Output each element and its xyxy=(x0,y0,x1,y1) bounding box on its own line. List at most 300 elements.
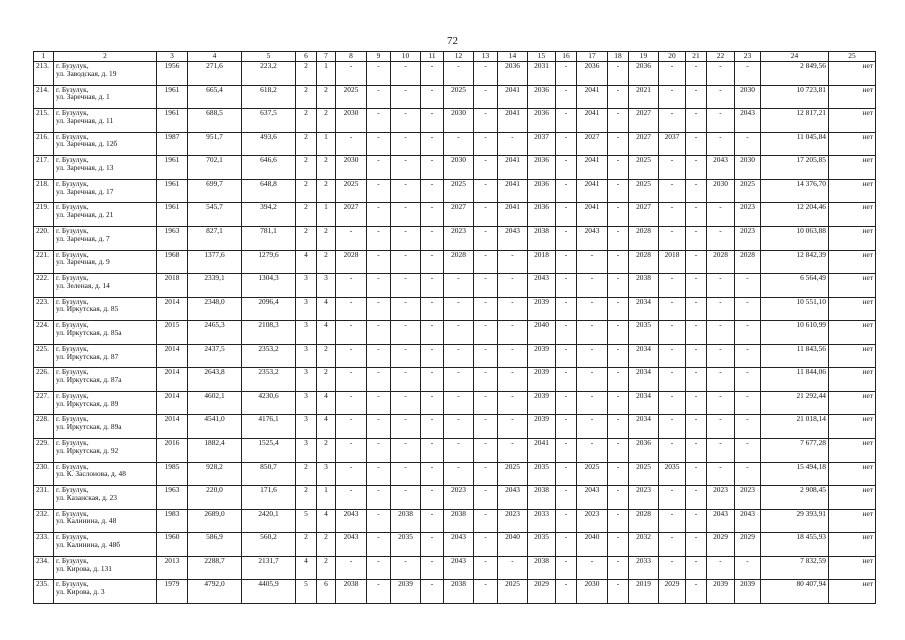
data-cell-c23: 2039 xyxy=(735,580,761,604)
table-row xyxy=(34,203,876,227)
table-row xyxy=(34,415,876,439)
address-city: г. Бузулук, xyxy=(56,320,89,330)
flag-cell: нет xyxy=(829,368,876,392)
data-cell-c16: - xyxy=(556,109,577,133)
address-street: ул. Иркутская, д. 89 xyxy=(56,398,119,408)
data-cell-c10: - xyxy=(391,439,421,463)
column-number: 1 xyxy=(34,52,54,62)
data-cell-c10: - xyxy=(391,132,421,156)
data-cell-c7: 2 xyxy=(317,368,336,392)
data-cell-c11: - xyxy=(421,486,444,510)
address-street: ул. Заречная, д. 11 xyxy=(56,115,114,125)
address-city: г. Бузулук, xyxy=(56,556,89,565)
data-cell-c21: - xyxy=(686,132,707,156)
data-cell-a1: 4541,0 xyxy=(188,415,242,439)
data-cell-a2: 1525,4 xyxy=(242,439,296,463)
data-cell-c15: 2036 xyxy=(528,179,556,203)
data-cell-c7: 4 xyxy=(317,391,336,415)
column-number: 6 xyxy=(296,52,317,62)
data-cell-c8: - xyxy=(336,391,367,415)
data-cell-c23: 2030 xyxy=(735,85,761,109)
data-cell-c7: 4 xyxy=(317,297,336,321)
table-row xyxy=(34,344,876,368)
data-cell-c17: - xyxy=(577,297,608,321)
data-cell-c11: - xyxy=(421,344,444,368)
data-cell-a1: 928,2 xyxy=(188,462,242,486)
cost-cell: 7 832,59 xyxy=(761,556,829,580)
data-cell-c10: - xyxy=(391,391,421,415)
data-cell-c15: 2031 xyxy=(528,62,556,86)
address-street: ул. К. Заслонова, д. 48 xyxy=(56,469,126,479)
data-cell-c13: - xyxy=(474,250,498,274)
address-city: г. Бузулук, xyxy=(56,344,89,353)
data-cell-c19: 2034 xyxy=(629,297,659,321)
data-cell-c19: 2027 xyxy=(629,132,659,156)
address-street: ул. Кирова, д. 3 xyxy=(56,587,105,597)
data-cell-c21: - xyxy=(686,250,707,274)
data-cell-c16: - xyxy=(556,226,577,250)
data-cell-c22: 2043 xyxy=(707,509,735,533)
data-cell-c20: - xyxy=(659,556,686,580)
address-cell xyxy=(54,156,157,180)
data-cell-c20: - xyxy=(659,415,686,439)
row-number: 222. xyxy=(34,274,54,298)
data-cell-c8: 2043 xyxy=(336,509,367,533)
data-cell-c12: - xyxy=(444,344,474,368)
data-cell-c16: - xyxy=(556,321,577,345)
data-cell-a1: 688,5 xyxy=(188,109,242,133)
data-cell-a1: 2437,5 xyxy=(188,344,242,368)
data-cell-c10: - xyxy=(391,321,421,345)
data-cell-c11: - xyxy=(421,85,444,109)
data-cell-year: 2016 xyxy=(157,439,188,463)
data-cell-c15: 2036 xyxy=(528,156,556,180)
data-cell-c16: - xyxy=(556,85,577,109)
data-cell-c10: - xyxy=(391,250,421,274)
data-cell-c17: 2041 xyxy=(577,85,608,109)
flag-cell: нет xyxy=(829,439,876,463)
data-cell-c15: 2039 xyxy=(528,368,556,392)
address-city: г. Бузулук, xyxy=(56,297,89,306)
data-cell-c22: - xyxy=(707,226,735,250)
row-number: 223. xyxy=(34,297,54,321)
column-number: 9 xyxy=(367,52,391,62)
column-number: 17 xyxy=(577,52,608,62)
cost-cell: 10 551,10 xyxy=(761,297,829,321)
data-cell-c11: - xyxy=(421,439,444,463)
address-city: г. Бузулук, xyxy=(56,155,89,165)
data-cell-c8: 2025 xyxy=(336,85,367,109)
data-cell-c11: - xyxy=(421,580,444,604)
data-cell-c18: - xyxy=(608,556,629,580)
data-cell-c17: 2041 xyxy=(577,156,608,180)
data-cell-c18: - xyxy=(608,486,629,510)
data-cell-c16: - xyxy=(556,179,577,203)
data-cell-c21: - xyxy=(686,226,707,250)
address-city: г. Бузулук, xyxy=(56,579,89,589)
data-cell-year: 1963 xyxy=(157,486,188,510)
data-cell-c23: - xyxy=(735,439,761,463)
data-cell-c18: - xyxy=(608,226,629,250)
data-cell-c6: 2 xyxy=(296,156,317,180)
data-cell-c7: 2 xyxy=(317,250,336,274)
data-cell-c8: 2043 xyxy=(336,533,367,557)
data-cell-c9: - xyxy=(367,486,391,510)
data-cell-c21: - xyxy=(686,85,707,109)
data-cell-a2: 2353,2 xyxy=(242,368,296,392)
address-cell xyxy=(54,368,157,392)
data-cell-c15: 2041 xyxy=(528,439,556,463)
address-cell xyxy=(54,85,157,109)
address-cell xyxy=(54,415,157,439)
data-cell-a2: 2108,3 xyxy=(242,321,296,345)
data-cell-c9: - xyxy=(367,556,391,580)
data-cell-c14: 2041 xyxy=(498,203,528,227)
data-cell-c15: 2039 xyxy=(528,344,556,368)
row-number: 214. xyxy=(34,85,54,109)
data-cell-c23: 2043 xyxy=(735,109,761,133)
page-number: 72 xyxy=(447,35,458,47)
data-cell-c21: - xyxy=(686,321,707,345)
data-cell-c19: 2025 xyxy=(629,179,659,203)
data-cell-c9: - xyxy=(367,274,391,298)
data-cell-c6: 3 xyxy=(296,321,317,345)
data-cell-c11: - xyxy=(421,368,444,392)
row-number: 225. xyxy=(34,344,54,368)
data-cell-c11: - xyxy=(421,509,444,533)
data-cell-c14: - xyxy=(498,321,528,345)
data-cell-c17: - xyxy=(577,321,608,345)
data-cell-year: 1963 xyxy=(157,226,188,250)
data-cell-c22: 2029 xyxy=(707,533,735,557)
cost-cell: 11 045,84 xyxy=(761,132,829,156)
data-cell-c7: 2 xyxy=(317,179,336,203)
table-row xyxy=(34,462,876,486)
data-cell-c13: - xyxy=(474,274,498,298)
data-cell-c13: - xyxy=(474,580,498,604)
data-cell-c16: - xyxy=(556,509,577,533)
data-cell-a2: 1279,6 xyxy=(242,250,296,274)
data-cell-c13: - xyxy=(474,109,498,133)
data-cell-c21: - xyxy=(686,439,707,463)
data-cell-c12: - xyxy=(444,462,474,486)
row-number: 227. xyxy=(34,391,54,415)
flag-cell: нет xyxy=(829,580,876,604)
table-row xyxy=(34,132,876,156)
data-cell-c20: - xyxy=(659,533,686,557)
data-cell-c7: 1 xyxy=(317,62,336,86)
address-street: ул. Заречная, д. 9 xyxy=(56,257,110,267)
data-cell-a1: 1882,4 xyxy=(188,439,242,463)
data-cell-c12: 2030 xyxy=(444,109,474,133)
data-cell-c6: 3 xyxy=(296,415,317,439)
data-cell-c20: - xyxy=(659,203,686,227)
data-cell-c15: 2029 xyxy=(528,580,556,604)
data-cell-c18: - xyxy=(608,85,629,109)
data-cell-a1: 586,9 xyxy=(188,533,242,557)
table-row xyxy=(34,297,876,321)
data-cell-c17: 2040 xyxy=(577,533,608,557)
address-cell xyxy=(54,439,157,463)
data-cell-c8: - xyxy=(336,368,367,392)
data-cell-c20: - xyxy=(659,109,686,133)
data-cell-c16: - xyxy=(556,344,577,368)
data-cell-c16: - xyxy=(556,297,577,321)
data-cell-c22: - xyxy=(707,297,735,321)
data-cell-c19: 2033 xyxy=(629,556,659,580)
data-cell-c6: 3 xyxy=(296,274,317,298)
data-cell-c8: - xyxy=(336,344,367,368)
data-cell-c6: 4 xyxy=(296,250,317,274)
data-cell-c22: - xyxy=(707,132,735,156)
column-number: 23 xyxy=(735,52,761,62)
data-cell-a1: 2339,1 xyxy=(188,274,242,298)
address-street: ул. Иркутская, д. 85а xyxy=(56,327,122,337)
data-cell-c22: - xyxy=(707,62,735,86)
data-cell-c9: - xyxy=(367,344,391,368)
data-cell-c20: - xyxy=(659,156,686,180)
data-cell-c19: 2021 xyxy=(629,85,659,109)
row-number: 213. xyxy=(34,62,54,86)
data-cell-c7: 2 xyxy=(317,85,336,109)
column-number: 7 xyxy=(317,52,336,62)
data-cell-a2: 2131,7 xyxy=(242,556,296,580)
data-cell-c14: 2043 xyxy=(498,226,528,250)
data-cell-c8: 2030 xyxy=(336,156,367,180)
data-cell-c9: - xyxy=(367,462,391,486)
data-cell-c18: - xyxy=(608,533,629,557)
data-cell-c15: 2036 xyxy=(528,203,556,227)
column-number: 4 xyxy=(188,52,242,62)
data-cell-c13: - xyxy=(474,179,498,203)
data-cell-c15: 2043 xyxy=(528,274,556,298)
address-street: ул. Иркутская, д. 87 xyxy=(56,351,119,361)
data-cell-c16: - xyxy=(556,556,577,580)
data-cell-year: 1987 xyxy=(157,132,188,156)
data-cell-year: 1961 xyxy=(157,109,188,133)
data-cell-c7: 2 xyxy=(317,556,336,580)
address-city: г. Бузулук, xyxy=(56,367,89,377)
data-cell-c16: - xyxy=(556,462,577,486)
data-cell-a2: 223,2 xyxy=(242,62,296,86)
data-cell-c17: 2043 xyxy=(577,226,608,250)
data-cell-c6: 5 xyxy=(296,509,317,533)
data-cell-c15: 2038 xyxy=(528,556,556,580)
data-cell-c17: 2041 xyxy=(577,203,608,227)
data-cell-c11: - xyxy=(421,274,444,298)
data-cell-c10: 2039 xyxy=(391,580,421,604)
column-number: 20 xyxy=(659,52,686,62)
address-street: ул. Заречная, д. 13 xyxy=(56,163,114,173)
data-cell-c19: 2036 xyxy=(629,62,659,86)
data-cell-c23: 2028 xyxy=(735,250,761,274)
data-cell-c21: - xyxy=(686,415,707,439)
data-cell-c17: 2025 xyxy=(577,462,608,486)
data-cell-c20: 2029 xyxy=(659,580,686,604)
column-number: 16 xyxy=(556,52,577,62)
data-cell-c8: - xyxy=(336,415,367,439)
address-street: ул. Зеленая, д. 14 xyxy=(56,280,110,290)
flag-cell: нет xyxy=(829,533,876,557)
data-cell-c18: - xyxy=(608,321,629,345)
flag-cell: нет xyxy=(829,297,876,321)
data-cell-year: 1961 xyxy=(157,203,188,227)
data-cell-c22: - xyxy=(707,462,735,486)
data-cell-c6: 2 xyxy=(296,486,317,510)
address-street: ул. Заречная, д. 17 xyxy=(56,186,114,196)
data-cell-c16: - xyxy=(556,62,577,86)
data-cell-c15: 2035 xyxy=(528,533,556,557)
data-cell-c22: - xyxy=(707,439,735,463)
data-cell-c11: - xyxy=(421,533,444,557)
row-number: 228. xyxy=(34,415,54,439)
row-number: 220. xyxy=(34,226,54,250)
table-row xyxy=(34,439,876,463)
data-cell-c23: - xyxy=(735,344,761,368)
data-cell-c14: - xyxy=(498,415,528,439)
data-cell-a1: 4602,1 xyxy=(188,391,242,415)
data-cell-c10: - xyxy=(391,486,421,510)
data-cell-c17: 2043 xyxy=(577,486,608,510)
row-number: 235. xyxy=(34,580,54,604)
data-cell-c20: - xyxy=(659,344,686,368)
data-cell-a1: 2348,0 xyxy=(188,297,242,321)
cost-cell: 14 376,70 xyxy=(761,179,829,203)
data-cell-c12: 2038 xyxy=(444,509,474,533)
data-cell-c13: - xyxy=(474,368,498,392)
data-cell-c14: 2043 xyxy=(498,486,528,510)
column-number-row xyxy=(34,52,876,62)
data-cell-c17: - xyxy=(577,368,608,392)
row-number: 231. xyxy=(34,486,54,510)
data-cell-c9: - xyxy=(367,321,391,345)
row-number: 233. xyxy=(34,533,54,557)
flag-cell: нет xyxy=(829,203,876,227)
data-cell-c23: 2025 xyxy=(735,179,761,203)
data-cell-c12: 2025 xyxy=(444,179,474,203)
data-cell-a1: 2465,3 xyxy=(188,321,242,345)
data-cell-c22: 2030 xyxy=(707,179,735,203)
data-cell-c20: - xyxy=(659,439,686,463)
data-cell-c19: 2038 xyxy=(629,274,659,298)
data-cell-c18: - xyxy=(608,509,629,533)
data-cell-c23: - xyxy=(735,462,761,486)
data-cell-c9: - xyxy=(367,85,391,109)
data-cell-c14: - xyxy=(498,297,528,321)
data-cell-c12: 2030 xyxy=(444,156,474,180)
data-cell-c19: 2023 xyxy=(629,486,659,510)
data-cell-c6: 2 xyxy=(296,462,317,486)
data-cell-c6: 4 xyxy=(296,556,317,580)
data-cell-c6: 3 xyxy=(296,344,317,368)
address-cell xyxy=(54,297,157,321)
row-number: 221. xyxy=(34,250,54,274)
data-cell-a1: 699,7 xyxy=(188,179,242,203)
address-city: г. Бузулук, xyxy=(56,485,89,495)
cost-cell: 12 842,39 xyxy=(761,250,829,274)
data-cell-c16: - xyxy=(556,274,577,298)
data-cell-c22: - xyxy=(707,391,735,415)
row-number: 217. xyxy=(34,156,54,180)
data-cell-c23: 2023 xyxy=(735,203,761,227)
data-cell-c9: - xyxy=(367,391,391,415)
data-cell-c9: - xyxy=(367,368,391,392)
data-cell-c9: - xyxy=(367,533,391,557)
data-cell-a2: 648,8 xyxy=(242,179,296,203)
data-cell-c21: - xyxy=(686,368,707,392)
data-cell-c22: - xyxy=(707,344,735,368)
data-cell-a2: 4176,1 xyxy=(242,415,296,439)
address-cell xyxy=(54,226,157,250)
address-city: г. Бузулук, xyxy=(56,273,89,283)
data-cell-c16: - xyxy=(556,391,577,415)
data-cell-c19: 2034 xyxy=(629,368,659,392)
column-number: 21 xyxy=(686,52,707,62)
data-cell-c17: - xyxy=(577,344,608,368)
data-cell-c22: - xyxy=(707,556,735,580)
cost-cell: 21 292,44 xyxy=(761,391,829,415)
data-cell-c15: 2038 xyxy=(528,226,556,250)
flag-cell: нет xyxy=(829,85,876,109)
data-cell-c6: 5 xyxy=(296,580,317,604)
data-cell-c17: - xyxy=(577,556,608,580)
data-cell-c23: 2029 xyxy=(735,533,761,557)
data-cell-c22: - xyxy=(707,109,735,133)
data-cell-a1: 665,4 xyxy=(188,85,242,109)
column-number: 25 xyxy=(829,52,876,62)
data-cell-c8: - xyxy=(336,321,367,345)
data-cell-c23: 2023 xyxy=(735,486,761,510)
row-number: 232. xyxy=(34,509,54,533)
data-cell-a1: 4792,0 xyxy=(188,580,242,604)
data-cell-c12: - xyxy=(444,391,474,415)
data-cell-c9: - xyxy=(367,580,391,604)
flag-cell: нет xyxy=(829,509,876,533)
data-cell-year: 1961 xyxy=(157,85,188,109)
cost-cell: 2 908,45 xyxy=(761,486,829,510)
flag-cell: нет xyxy=(829,462,876,486)
data-cell-c14: 2025 xyxy=(498,580,528,604)
data-cell-c15: 2039 xyxy=(528,415,556,439)
address-street: ул. Казанская, д. 23 xyxy=(56,492,118,502)
data-cell-c9: - xyxy=(367,415,391,439)
data-cell-c18: - xyxy=(608,274,629,298)
data-cell-c22: - xyxy=(707,274,735,298)
data-cell-c15: 2036 xyxy=(528,85,556,109)
data-cell-c9: - xyxy=(367,132,391,156)
table-row xyxy=(34,580,876,604)
data-cell-c22: - xyxy=(707,368,735,392)
data-cell-c11: - xyxy=(421,203,444,227)
cost-cell: 7 677,28 xyxy=(761,439,829,463)
data-cell-c23: - xyxy=(735,274,761,298)
address-city: г. Бузулук, xyxy=(56,532,89,542)
data-cell-c23: - xyxy=(735,415,761,439)
data-cell-c6: 3 xyxy=(296,297,317,321)
data-cell-c9: - xyxy=(367,226,391,250)
data-cell-c6: 2 xyxy=(296,203,317,227)
flag-cell: нет xyxy=(829,226,876,250)
flag-cell: нет xyxy=(829,321,876,345)
data-cell-c11: - xyxy=(421,321,444,345)
data-cell-year: 1956 xyxy=(157,62,188,86)
data-cell-c10: - xyxy=(391,226,421,250)
data-cell-c22: 2043 xyxy=(707,156,735,180)
address-cell xyxy=(54,462,157,486)
data-cell-c11: - xyxy=(421,297,444,321)
address-city: г. Бузулук, xyxy=(56,108,89,118)
address-street: ул. Кирова, д. 131 xyxy=(56,563,112,573)
